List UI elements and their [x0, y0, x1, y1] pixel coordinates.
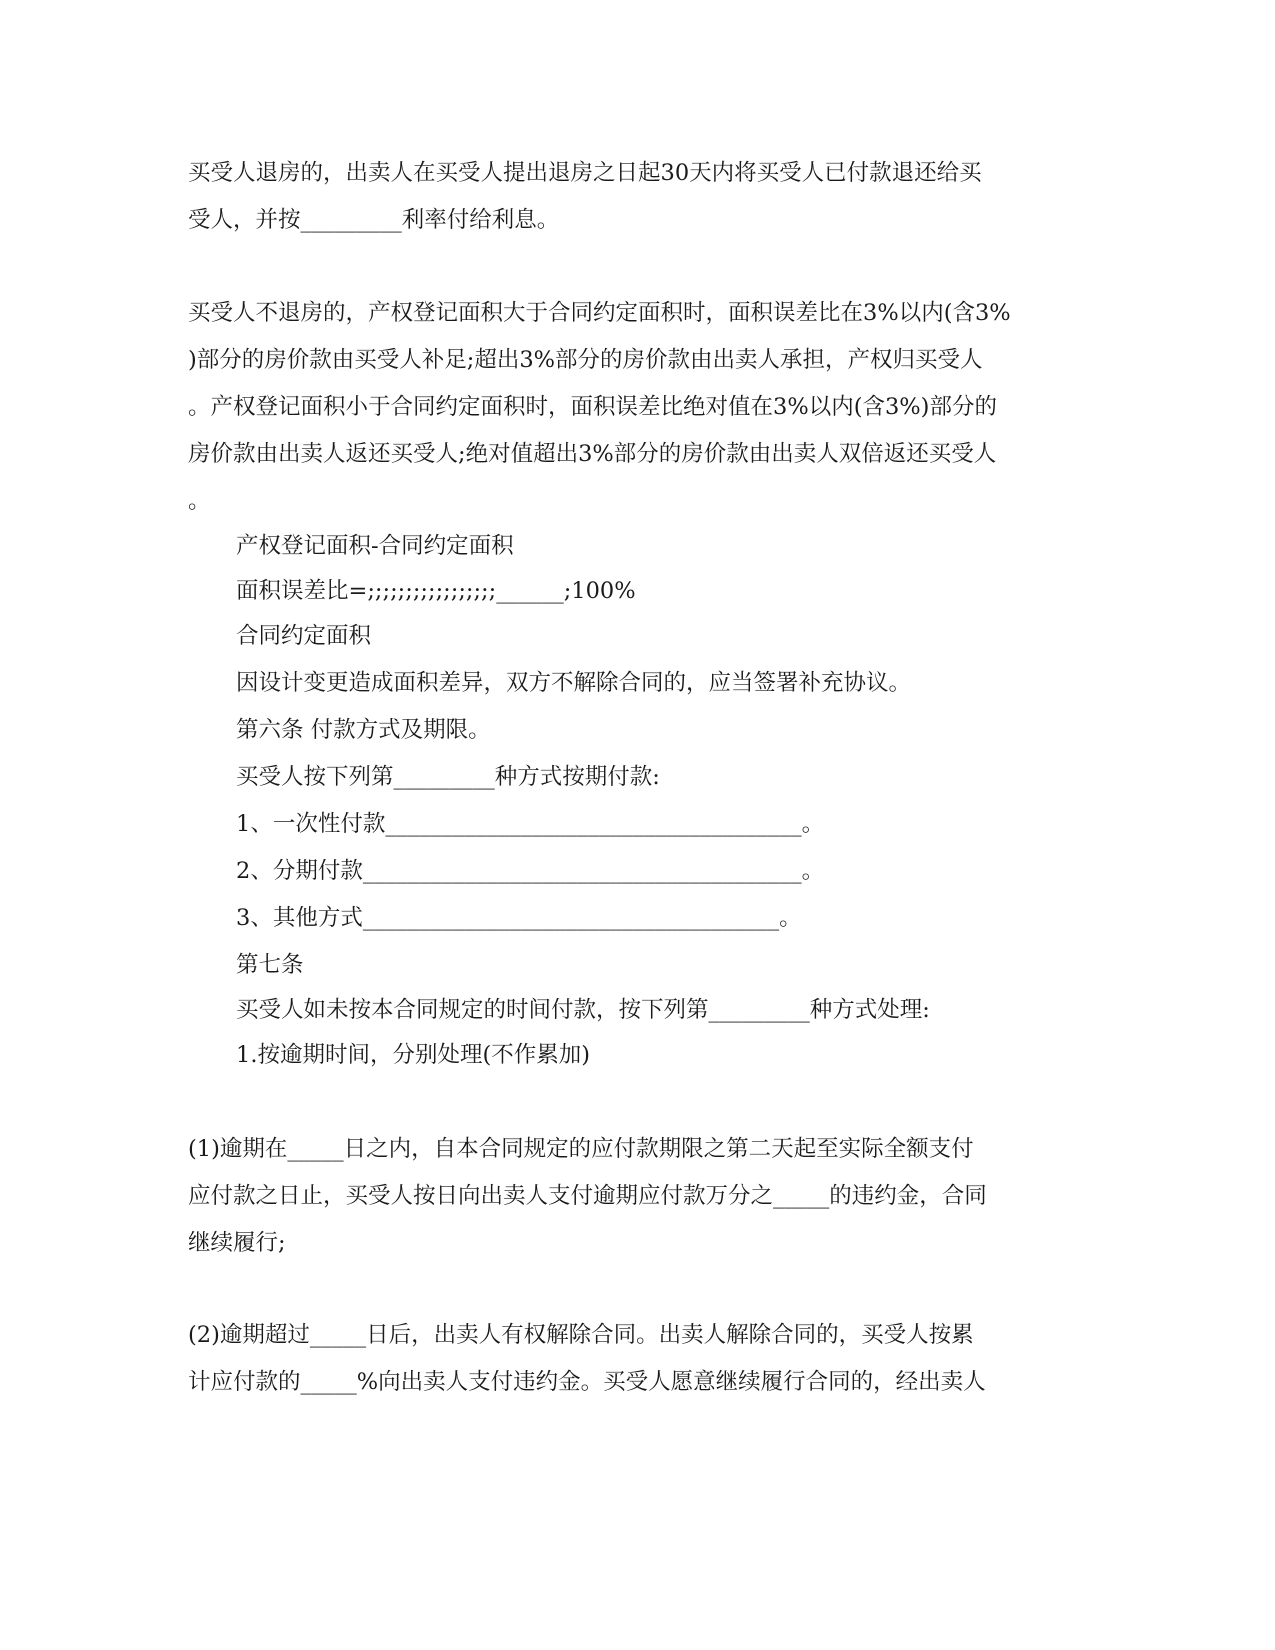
list-item: 2、分期付款_______________________________________。 [236, 858, 825, 884]
formula-numerator: 产权登记面积-合同约定面积 [236, 533, 514, 559]
list-item: 1、一次性付款_____________________________________。 [236, 811, 825, 837]
paragraph-line: 。产权登记面积小于合同约定面积时，面积误差比绝对值在3%以内(含3%)部分的 [188, 394, 997, 420]
article-heading: 第六条 付款方式及期限。 [236, 717, 491, 743]
formula-line: 面积误差比=;;;;;;;;;;;;;;;;;______;100% [236, 578, 636, 604]
paragraph-line: )部分的房价款由买受人补足;超出3%部分的房价款由出卖人承担，产权归买受人 [188, 347, 983, 373]
paragraph-line: 应付款之日止，买受人按日向出卖人支付逾期应付款万分之_____的违约金，合同 [188, 1183, 987, 1209]
list-item: 3、其他方式_____________________________________。 [236, 905, 802, 931]
article-heading: 第七条 [236, 952, 304, 978]
paragraph-line: (1)逾期在_____日之内，自本合同规定的应付款期限之第二天起至实际全额支付 [188, 1136, 974, 1162]
paragraph-line: 买受人退房的，出卖人在买受人提出退房之日起30天内将买受人已付款退还给买 [188, 160, 982, 186]
paragraph-line: 买受人按下列第_________种方式按期付款: [236, 764, 660, 790]
paragraph-line: 买受人如未按本合同规定的时间付款，按下列第_________种方式处理: [236, 997, 930, 1023]
formula-denominator: 合同约定面积 [236, 623, 372, 649]
paragraph-line: (2)逾期超过_____日后，出卖人有权解除合同。出卖人解除合同的，买受人按累 [188, 1322, 974, 1348]
paragraph-line: 房价款由出卖人返还买受人;绝对值超出3%部分的房价款由出卖人双倍返还买受人 [188, 441, 997, 467]
paragraph-line: 继续履行; [188, 1230, 286, 1256]
paragraph-line: 受人，并按_________利率付给利息。 [188, 207, 560, 233]
list-item: 1.按逾期时间，分别处理(不作累加) [236, 1042, 591, 1068]
paragraph-line: 计应付款的_____%向出卖人支付违约金。买受人愿意继续履行合同的，经出卖人 [188, 1369, 986, 1395]
paragraph-line: 。 [188, 488, 211, 514]
paragraph-line: 买受人不退房的，产权登记面积大于合同约定面积时，面积误差比在3%以内(含3% [188, 300, 1011, 326]
paragraph-line: 因设计变更造成面积差异，双方不解除合同的，应当签署补充协议。 [236, 670, 912, 696]
